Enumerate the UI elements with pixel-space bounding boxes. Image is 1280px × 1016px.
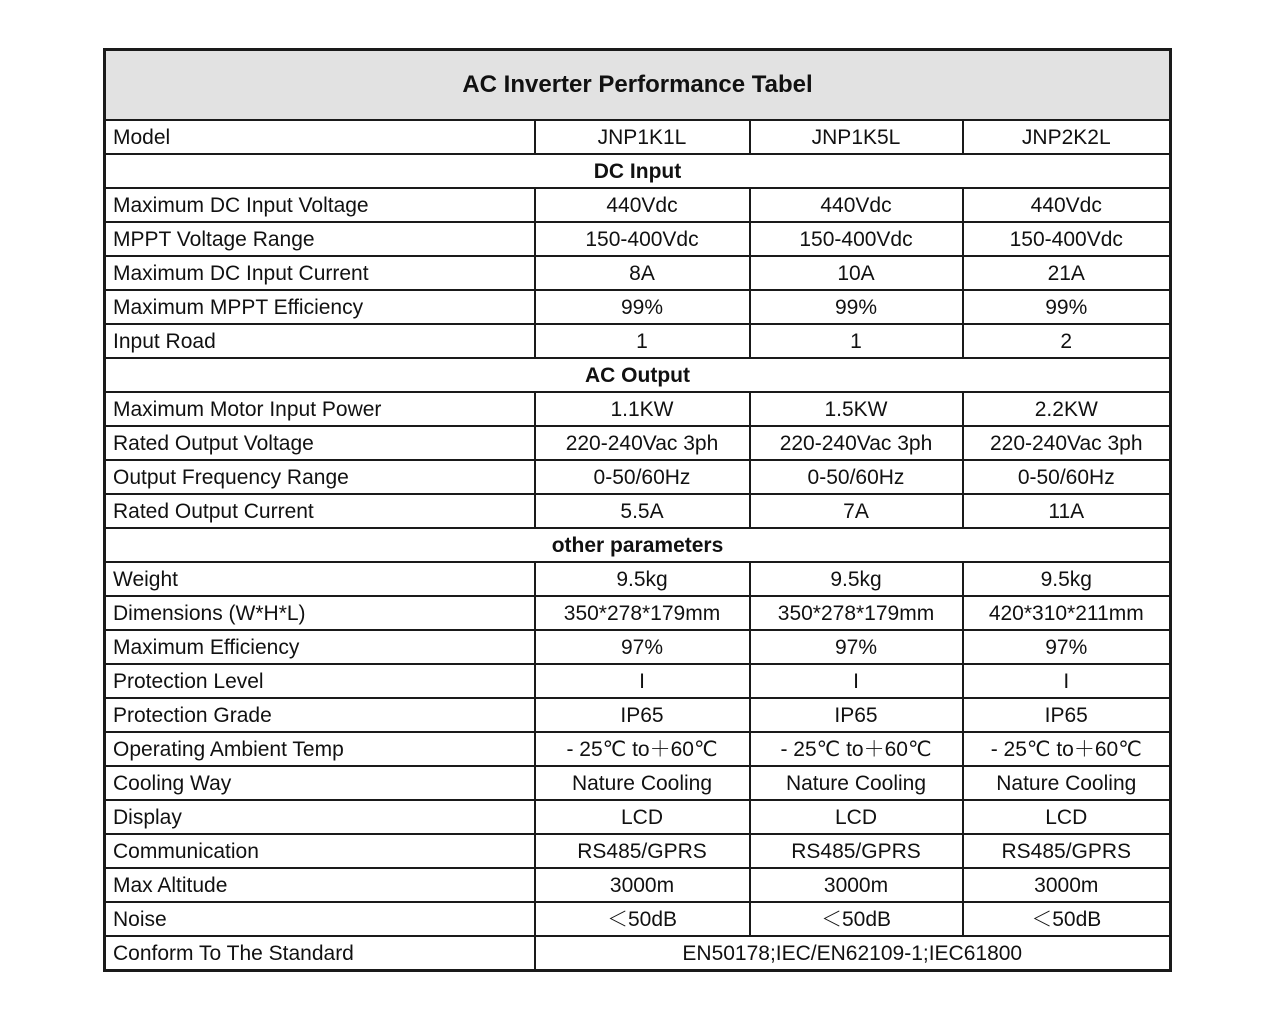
row-value: RS485/GPRS (535, 834, 750, 868)
row-label: Maximum Efficiency (105, 630, 535, 664)
row-label: Rated Output Current (105, 494, 535, 528)
row-value: I (535, 664, 750, 698)
row-value: 0-50/60Hz (963, 460, 1171, 494)
row-value: - 25℃ to＋60℃ (963, 732, 1171, 766)
section-header-row (105, 528, 1171, 562)
row-label: Output Frequency Range (105, 460, 535, 494)
row-label: Maximum DC Input Current (105, 256, 535, 290)
table-row (105, 766, 1171, 800)
row-label: Protection Grade (105, 698, 535, 732)
table-row (105, 324, 1171, 358)
row-value: 99% (535, 290, 750, 324)
section-title: AC Output (105, 358, 1171, 392)
row-value: 350*278*179mm (535, 596, 750, 630)
row-label: Maximum Motor Input Power (105, 392, 535, 426)
model-name-2: JNP1K5L (750, 120, 963, 154)
row-label: Operating Ambient Temp (105, 732, 535, 766)
table-row (105, 256, 1171, 290)
table-row (105, 800, 1171, 834)
table-row (105, 494, 1171, 528)
row-label: Rated Output Voltage (105, 426, 535, 460)
row-value: 2.2KW (963, 392, 1171, 426)
model-name-1: JNP1K1L (535, 120, 750, 154)
row-value: 9.5kg (535, 562, 750, 596)
row-value: 0-50/60Hz (535, 460, 750, 494)
row-value: - 25℃ to＋60℃ (750, 732, 963, 766)
section-header-row (105, 358, 1171, 392)
row-value: LCD (963, 800, 1171, 834)
row-label: Max Altitude (105, 868, 535, 902)
row-value: 11A (963, 494, 1171, 528)
row-value: ＜50dB (963, 902, 1171, 936)
row-value: RS485/GPRS (750, 834, 963, 868)
row-value: I (750, 664, 963, 698)
row-value: LCD (535, 800, 750, 834)
table-row (105, 868, 1171, 902)
row-value: 220-240Vac 3ph (535, 426, 750, 460)
row-value: 5.5A (535, 494, 750, 528)
row-value: Nature Cooling (750, 766, 963, 800)
row-label: Weight (105, 562, 535, 596)
row-value: 1 (535, 324, 750, 358)
row-value: I (963, 664, 1171, 698)
table-row (105, 834, 1171, 868)
row-value: IP65 (963, 698, 1171, 732)
table-row (105, 392, 1171, 426)
row-label: Cooling Way (105, 766, 535, 800)
row-value: Nature Cooling (535, 766, 750, 800)
model-name-3: JNP2K2L (963, 120, 1171, 154)
title-row (105, 50, 1171, 121)
row-value: 10A (750, 256, 963, 290)
table-row (105, 596, 1171, 630)
standard-row (105, 936, 1171, 971)
table-row (105, 460, 1171, 494)
section-header-row (105, 154, 1171, 188)
table-row (105, 698, 1171, 732)
spec-table (103, 48, 1172, 972)
table-row (105, 222, 1171, 256)
table-row (105, 732, 1171, 766)
row-label: Input Road (105, 324, 535, 358)
row-value: 97% (535, 630, 750, 664)
section-title: DC Input (105, 154, 1171, 188)
row-value: 440Vdc (535, 188, 750, 222)
row-value: 97% (963, 630, 1171, 664)
row-value: 220-240Vac 3ph (750, 426, 963, 460)
row-value: 97% (750, 630, 963, 664)
row-value: 1.5KW (750, 392, 963, 426)
row-value: 1 (750, 324, 963, 358)
row-value: RS485/GPRS (963, 834, 1171, 868)
spec-table-body (105, 50, 1171, 971)
row-value: 420*310*211mm (963, 596, 1171, 630)
section-title: other parameters (105, 528, 1171, 562)
row-label: Communication (105, 834, 535, 868)
row-label: Display (105, 800, 535, 834)
row-value: 2 (963, 324, 1171, 358)
row-label: MPPT Voltage Range (105, 222, 535, 256)
row-value: 1.1KW (535, 392, 750, 426)
model-header-row (105, 120, 1171, 154)
row-value: 21A (963, 256, 1171, 290)
row-value: 440Vdc (963, 188, 1171, 222)
row-label: Dimensions (W*H*L) (105, 596, 535, 630)
table-row (105, 426, 1171, 460)
row-value: - 25℃ to＋60℃ (535, 732, 750, 766)
row-value: Nature Cooling (963, 766, 1171, 800)
standard-label: Conform To The Standard (105, 936, 535, 971)
row-value: IP65 (750, 698, 963, 732)
row-value: 7A (750, 494, 963, 528)
row-value: IP65 (535, 698, 750, 732)
row-value: 220-240Vac 3ph (963, 426, 1171, 460)
table-row (105, 188, 1171, 222)
table-row (105, 630, 1171, 664)
row-value: 350*278*179mm (750, 596, 963, 630)
row-value: 3000m (535, 868, 750, 902)
table-title: AC Inverter Performance Tabel (105, 50, 1171, 121)
row-value: 150-400Vdc (963, 222, 1171, 256)
row-value: LCD (750, 800, 963, 834)
row-value: 150-400Vdc (535, 222, 750, 256)
row-value: 3000m (963, 868, 1171, 902)
row-value: 0-50/60Hz (750, 460, 963, 494)
table-row (105, 290, 1171, 324)
table-row (105, 902, 1171, 936)
row-label: Protection Level (105, 664, 535, 698)
row-label: Maximum MPPT Efficiency (105, 290, 535, 324)
row-value: ＜50dB (750, 902, 963, 936)
standard-value: EN50178;IEC/EN62109-1;IEC61800 (535, 936, 1171, 971)
row-value: 9.5kg (963, 562, 1171, 596)
row-value: 150-400Vdc (750, 222, 963, 256)
row-label: Maximum DC Input Voltage (105, 188, 535, 222)
row-value: 9.5kg (750, 562, 963, 596)
row-value: 99% (963, 290, 1171, 324)
table-row (105, 664, 1171, 698)
row-label: Noise (105, 902, 535, 936)
table-row (105, 562, 1171, 596)
row-value: ＜50dB (535, 902, 750, 936)
row-value: 8A (535, 256, 750, 290)
model-header-label: Model (105, 120, 535, 154)
row-value: 99% (750, 290, 963, 324)
row-value: 440Vdc (750, 188, 963, 222)
row-value: 3000m (750, 868, 963, 902)
